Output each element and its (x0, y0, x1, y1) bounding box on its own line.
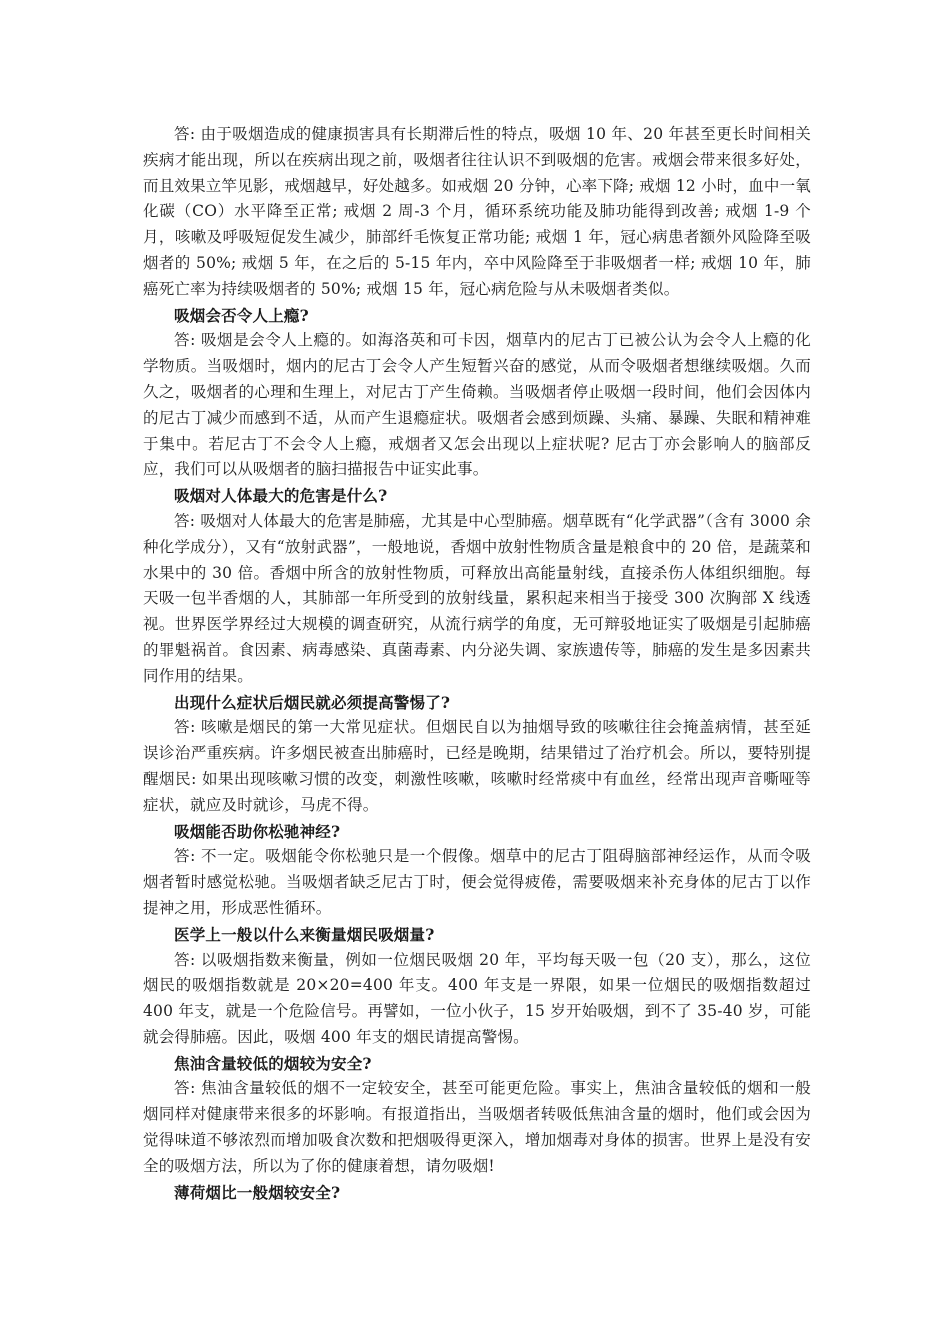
question-heading: 吸烟会否令人上瘾? (174, 305, 309, 325)
question-heading: 薄荷烟比一般烟较安全? (174, 1182, 341, 1202)
answer-paragraph: 答: 吸烟是会令人上瘾的。如海洛英和可卡因，烟草内的尼古丁已被公认为会令人上瘾的化学物质。当吸烟时，烟内的尼古丁会令人产生短暂兴奋的感觉，从而令吸烟者想继续吸烟。久而久之，吸烟者的心理和生理上，对尼古丁产生倚赖。当吸烟者停止吸烟一段时间，他们会因体内的尼古丁减少而感到不适，从而产生退瘾症状。吸烟者会感到烦躁、头痛、暴躁、失眠和精神难于集中。若尼古丁不会令人上瘾，戒烟者又怎会出现以上症状呢? 尼古丁亦会影响人的脑部反应，我们可以从吸烟者的脑扫描报告中证实此事。 (143, 331, 811, 479)
answer-paragraph: 答: 焦油含量较低的烟不一定较安全，甚至可能更危险。事实上，焦油含量较低的烟和一般烟同样对健康带来很多的坏影响。有报道指出，当吸烟者转吸低焦油含量的烟时，他们或会因为觉得味道不够浓烈而增加吸食次数和把烟吸得更深入，增加烟毒对身体的损害。世界上是没有安全的吸烟方法，所以为了你的健康着想，请勿吸烟! (143, 1079, 811, 1175)
intro-answer: 答: 由于吸烟造成的健康损害具有长期滞后性的特点，吸烟 10 年、20 年甚至更长时间相关疾病才能出现，所以在疾病出现之前，吸烟者往往认识不到吸烟的危害。戒烟会带来很多好处，而且效果立竿见影，戒烟越早，好处越多。如戒烟 20 分钟，心率下降; 戒烟 12 小时，血中一氧化碳（CO）水平降至正常; 戒烟 2 周-3 个月，循环系统功能及肺功能得到改善; 戒烟 1-9 个月，咳嗽及呼吸短促发生减少，肺部纤毛恢复正常功能; 戒烟 1 年，冠心病患者额外风险降至吸烟者的 50%; 戒烟 5 年，在之后的 5-15 年内，卒中风险降至于非吸烟者一样; 戒烟 10 年，肺癌死亡率为持续吸烟者的 50%; 戒烟 15 年，冠心病危险与从未吸烟者类似。 (143, 125, 811, 298)
question-heading: 出现什么症状后烟民就必须提高警惕了? (174, 692, 451, 712)
answer-paragraph: 答: 吸烟对人体最大的危害是肺癌，尤其是中心型肺癌。烟草既有“化学武器”（含有 3000 余种化学成分），又有“放射武器”，一般地说，香烟中放射性物质含量是粮食中的 20 倍，是蔬菜和水果中的 30 倍。香烟中所含的放射性物质，可释放出高能量射线，直接杀伤人体组织细胞。每天吸一包半香烟的人，其肺部一年所受到的放射线量，累积起来相当于接受 300 次胸部 X 线透视。世界医学界经过大规模的调查研究，从流行病学的角度，无可辩驳地证实了吸烟是引起肺癌的罪魁祸首。食因素、病毒感染、真菌毒素、内分泌失调、家族遗传等，肺癌的发生是多因素共同作用的结果。 (143, 511, 811, 685)
answer-paragraph: 答: 咳嗽是烟民的第一大常见症状。但烟民自以为抽烟导致的咳嗽往往会掩盖病情，甚至延误诊治严重疾病。许多烟民被查出肺癌时，已经是晚期，结果错过了治疗机会。所以，要特别提醒烟民: 如果出现咳嗽习惯的改变，刺激性咳嗽，咳嗽时经常痰中有血丝，经常出现声音嘶哑等症状，就应及时就诊，马虎不得。 (143, 718, 811, 814)
question-heading: 焦油含量较低的烟较为安全? (174, 1053, 372, 1073)
document-body (143, 122, 811, 1205)
answer-paragraph: 答: 不一定。吸烟能令你松驰只是一个假像。烟草中的尼古丁阻碍脑部神经运作，从而令吸烟者暂时感觉松驰。当吸烟者缺乏尼古丁时，便会觉得疲倦，需要吸烟来补充身体的尼古丁以作提神之用，形成恶性循环。 (143, 847, 811, 917)
question-heading: 吸烟对人体最大的危害是什么? (174, 486, 388, 506)
question-heading: 医学上一般以什么来衡量烟民吸烟量? (174, 924, 435, 944)
answer-paragraph: 答: 以吸烟指数来衡量，例如一位烟民吸烟 20 年，平均每天吸一包（20 支），那么，这位烟民的吸烟指数就是 20×20=400 年支。400 年支是一界限，如果一位烟民的吸烟指数超过 400 年支，就是一个危险信号。再譬如，一位小伙子，15 岁开始吸烟，到不了 35-40 岁，可能就会得肺癌。因此，吸烟 400 年支的烟民请提高警惕。 (143, 950, 811, 1046)
question-heading: 吸烟能否助你松驰神经? (174, 821, 341, 841)
